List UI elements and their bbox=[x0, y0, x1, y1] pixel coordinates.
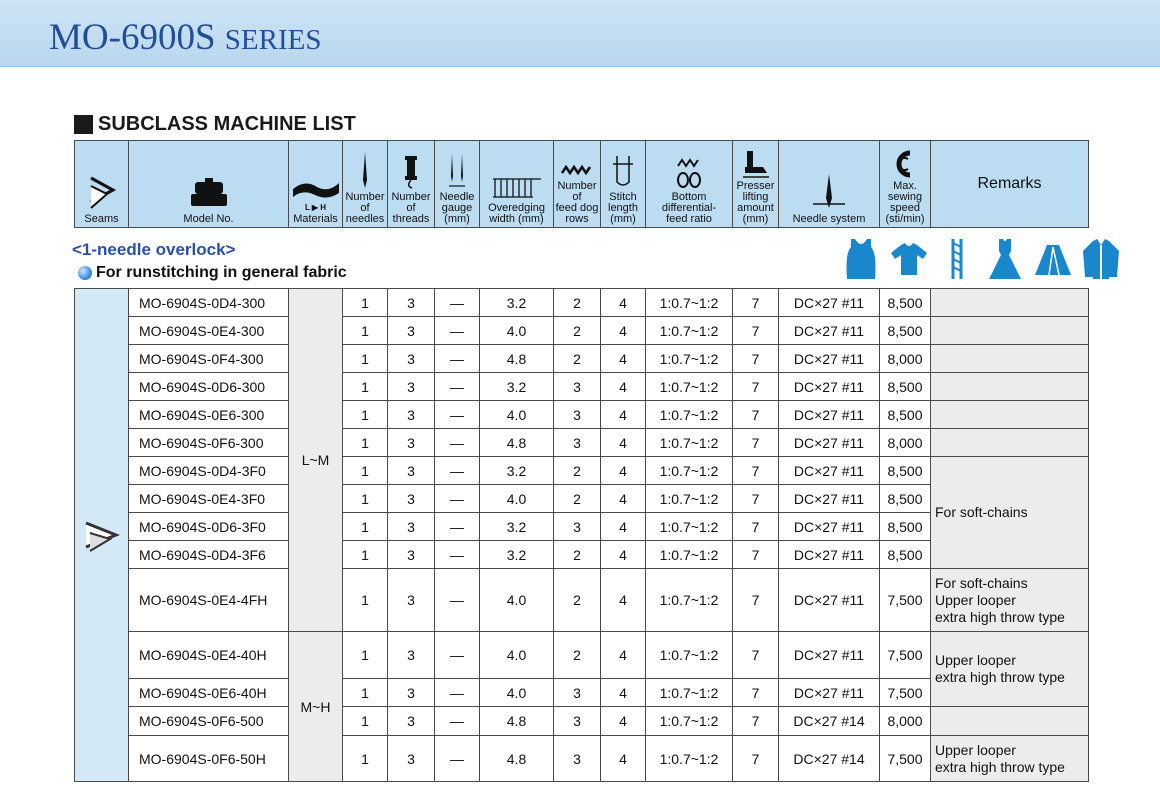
overedging-icon bbox=[489, 173, 545, 201]
max-speed: 8,500 bbox=[880, 457, 931, 485]
header-needles: Number of needles bbox=[343, 141, 388, 228]
needles: 1 bbox=[343, 345, 388, 373]
differential-ratio: 1:0.7~1:2 bbox=[646, 373, 733, 401]
blue-dot-icon bbox=[78, 266, 92, 280]
threads: 3 bbox=[388, 707, 435, 736]
fabric-weight-icon bbox=[291, 177, 341, 201]
series-title: MO-6900S SERIES bbox=[49, 17, 322, 58]
max-speed: 8,000 bbox=[880, 707, 931, 736]
max-speed: 8,500 bbox=[880, 289, 931, 317]
threads: 3 bbox=[388, 632, 435, 679]
differential-ratio: 1:0.7~1:2 bbox=[646, 569, 733, 632]
max-speed: 7,500 bbox=[880, 736, 931, 782]
remarks-empty bbox=[931, 429, 1089, 457]
section-heading bbox=[74, 112, 356, 136]
jacket-icon bbox=[1080, 237, 1122, 281]
table-row bbox=[75, 707, 1089, 736]
sewing-machine-icon bbox=[187, 178, 231, 212]
feed-dog-rows: 2 bbox=[554, 569, 601, 632]
header-needle-gauge: Needle gauge (mm) bbox=[435, 141, 480, 228]
overedging-width: 3.2 bbox=[480, 513, 554, 541]
skirt-icon bbox=[1032, 237, 1074, 281]
tank-top-icon bbox=[840, 237, 882, 281]
section-bullet-icon bbox=[74, 115, 93, 134]
max-speed: 8,500 bbox=[880, 373, 931, 401]
needle-gauge: — bbox=[435, 632, 480, 679]
max-speed: 8,500 bbox=[880, 485, 931, 513]
dress-icon bbox=[984, 237, 1026, 281]
stitch-length: 4 bbox=[601, 401, 646, 429]
threads: 3 bbox=[388, 457, 435, 485]
overedging-width: 4.0 bbox=[480, 632, 554, 679]
differential-ratio: 1:0.7~1:2 bbox=[646, 632, 733, 679]
presser-lift: 7 bbox=[733, 541, 779, 569]
threads: 3 bbox=[388, 345, 435, 373]
threads: 3 bbox=[388, 373, 435, 401]
remarks-empty bbox=[931, 373, 1089, 401]
header-seams: Seams bbox=[75, 141, 129, 228]
machine-list-table bbox=[74, 288, 1089, 782]
header-presser-lift: Presser lifting amount (mm) bbox=[733, 141, 779, 228]
model-no: MO-6904S-0E4-4FH bbox=[129, 569, 289, 632]
needles: 1 bbox=[343, 541, 388, 569]
model-no: MO-6904S-0E6-40H bbox=[129, 679, 289, 707]
presser-lift: 7 bbox=[733, 679, 779, 707]
max-speed: 7,500 bbox=[880, 569, 931, 632]
stitch-length: 4 bbox=[601, 457, 646, 485]
remarks-empty bbox=[931, 289, 1089, 317]
differential-ratio: 1:0.7~1:2 bbox=[646, 289, 733, 317]
needle-system: DC×27 #11 bbox=[779, 317, 880, 345]
stitch-length: 4 bbox=[601, 317, 646, 345]
needles: 1 bbox=[343, 401, 388, 429]
header-overedging-width: Overedging width (mm) bbox=[480, 141, 554, 228]
differential-ratio: 1:0.7~1:2 bbox=[646, 707, 733, 736]
table-row bbox=[75, 401, 1089, 429]
model-no: MO-6904S-0D6-300 bbox=[129, 373, 289, 401]
overedging-width: 3.2 bbox=[480, 457, 554, 485]
presser-lift: 7 bbox=[733, 373, 779, 401]
presser-lift: 7 bbox=[733, 289, 779, 317]
table-row bbox=[75, 317, 1089, 345]
needles: 1 bbox=[343, 736, 388, 782]
model-no: MO-6904S-0D4-300 bbox=[129, 289, 289, 317]
feed-dog-rows: 3 bbox=[554, 707, 601, 736]
presser-lift: 7 bbox=[733, 429, 779, 457]
presser-lift: 7 bbox=[733, 707, 779, 736]
threads: 3 bbox=[388, 429, 435, 457]
needle-gauge: — bbox=[435, 485, 480, 513]
presser-lift: 7 bbox=[733, 513, 779, 541]
overedging-width: 4.0 bbox=[480, 485, 554, 513]
stitch-length: 4 bbox=[601, 707, 646, 736]
needle-gauge: — bbox=[435, 707, 480, 736]
feed-dog-rows: 2 bbox=[554, 541, 601, 569]
model-no: MO-6904S-0F6-300 bbox=[129, 429, 289, 457]
thread-spool-icon bbox=[402, 154, 420, 190]
needle-system-icon bbox=[809, 172, 849, 212]
model-no: MO-6904S-0D4-3F6 bbox=[129, 541, 289, 569]
feed-dog-rows: 3 bbox=[554, 513, 601, 541]
needle-gauge: — bbox=[435, 345, 480, 373]
seams-cell bbox=[75, 289, 129, 782]
header-needle-system: Needle system bbox=[779, 141, 880, 228]
header-max-speed: Max. sewing speed (sti/min) bbox=[880, 141, 931, 228]
max-speed: 8,500 bbox=[880, 401, 931, 429]
feed-dog-rows: 3 bbox=[554, 373, 601, 401]
needle-gauge: — bbox=[435, 373, 480, 401]
needle-system: DC×27 #14 bbox=[779, 707, 880, 736]
model-no: MO-6904S-0E6-300 bbox=[129, 401, 289, 429]
overedging-width: 3.2 bbox=[480, 373, 554, 401]
differential-ratio: 1:0.7~1:2 bbox=[646, 679, 733, 707]
overedging-width: 4.0 bbox=[480, 317, 554, 345]
model-no: MO-6904S-0D4-3F0 bbox=[129, 457, 289, 485]
needle-gauge: — bbox=[435, 736, 480, 782]
zipper-icon bbox=[936, 237, 978, 281]
table-row bbox=[75, 345, 1089, 373]
differential-ratio: 1:0.7~1:2 bbox=[646, 345, 733, 373]
presser-lift: 7 bbox=[733, 401, 779, 429]
speed-icon bbox=[890, 149, 920, 179]
presser-lift: 7 bbox=[733, 632, 779, 679]
overedging-width: 4.8 bbox=[480, 736, 554, 782]
remarks-empty bbox=[931, 401, 1089, 429]
group-title: <1-needle overlock> bbox=[72, 240, 236, 259]
materials-cell: M~H bbox=[289, 632, 343, 782]
max-speed: 8,500 bbox=[880, 317, 931, 345]
differential-ratio: 1:0.7~1:2 bbox=[646, 457, 733, 485]
needles: 1 bbox=[343, 707, 388, 736]
overedging-width: 4.0 bbox=[480, 679, 554, 707]
differential-ratio: 1:0.7~1:2 bbox=[646, 401, 733, 429]
remarks-fh: For soft-chains Upper looper extra high throw type bbox=[931, 569, 1089, 632]
table-row bbox=[75, 429, 1089, 457]
needle-system: DC×27 #11 bbox=[779, 345, 880, 373]
header-differential-ratio: Bottom differential- feed ratio bbox=[646, 141, 733, 228]
threads: 3 bbox=[388, 289, 435, 317]
seam-icon bbox=[83, 172, 121, 212]
table-row bbox=[75, 632, 1089, 679]
feed-dog-rows: 2 bbox=[554, 345, 601, 373]
differential-ratio: 1:0.7~1:2 bbox=[646, 736, 733, 782]
table-row bbox=[75, 736, 1089, 782]
presser-foot-icon bbox=[741, 149, 771, 179]
feed-dog-rows: 2 bbox=[554, 632, 601, 679]
needle-gauge: — bbox=[435, 457, 480, 485]
remarks-empty bbox=[931, 317, 1089, 345]
materials-cell: L~M bbox=[289, 289, 343, 632]
needle-gauge: — bbox=[435, 317, 480, 345]
model-no: MO-6904S-0D6-3F0 bbox=[129, 513, 289, 541]
presser-lift: 7 bbox=[733, 457, 779, 485]
model-no: MO-6904S-0F4-300 bbox=[129, 345, 289, 373]
threads: 3 bbox=[388, 569, 435, 632]
remarks-empty bbox=[931, 707, 1089, 736]
seam-icon bbox=[80, 513, 124, 557]
threads: 3 bbox=[388, 679, 435, 707]
group-subtitle: For runstitching in general fabric bbox=[78, 264, 347, 282]
differential-ratio: 1:0.7~1:2 bbox=[646, 429, 733, 457]
max-speed: 8,500 bbox=[880, 541, 931, 569]
stitch-length: 4 bbox=[601, 345, 646, 373]
header-feed-dog-rows: Number of feed dog rows bbox=[554, 141, 601, 228]
overedging-width: 4.8 bbox=[480, 345, 554, 373]
needle-gauge: — bbox=[435, 401, 480, 429]
needle-system: DC×27 #11 bbox=[779, 429, 880, 457]
differential-ratio: 1:0.7~1:2 bbox=[646, 513, 733, 541]
needle-system: DC×27 #11 bbox=[779, 373, 880, 401]
stitch-length: 4 bbox=[601, 373, 646, 401]
stitch-length-icon bbox=[611, 152, 635, 190]
max-speed: 8,000 bbox=[880, 345, 931, 373]
feed-dog-rows: 3 bbox=[554, 736, 601, 782]
overedging-width: 3.2 bbox=[480, 541, 554, 569]
max-speed: 8,000 bbox=[880, 429, 931, 457]
needle-icon bbox=[360, 150, 370, 190]
stitch-length: 4 bbox=[601, 289, 646, 317]
needle-gauge: — bbox=[435, 679, 480, 707]
header-stitch-length: Stitch length (mm) bbox=[601, 141, 646, 228]
needle-system: DC×27 #11 bbox=[779, 632, 880, 679]
stitch-length: 4 bbox=[601, 541, 646, 569]
needles: 1 bbox=[343, 457, 388, 485]
model-no: MO-6904S-0E4-3F0 bbox=[129, 485, 289, 513]
threads: 3 bbox=[388, 541, 435, 569]
differential-feed-icon bbox=[672, 156, 706, 190]
stitch-length: 4 bbox=[601, 429, 646, 457]
threads: 3 bbox=[388, 513, 435, 541]
needles: 1 bbox=[343, 632, 388, 679]
needle-system: DC×27 #11 bbox=[779, 541, 880, 569]
needle-gauge: — bbox=[435, 429, 480, 457]
stitch-length: 4 bbox=[601, 485, 646, 513]
table-row bbox=[75, 373, 1089, 401]
spec-table-header bbox=[74, 140, 1089, 228]
model-no: MO-6904S-0E4-40H bbox=[129, 632, 289, 679]
overedging-width: 4.8 bbox=[480, 707, 554, 736]
presser-lift: 7 bbox=[733, 569, 779, 632]
needle-system: DC×27 #11 bbox=[779, 569, 880, 632]
overedging-width: 4.8 bbox=[480, 429, 554, 457]
section-title: SUBCLASS MACHINE LIST bbox=[98, 112, 356, 135]
needle-system: DC×27 #14 bbox=[779, 736, 880, 782]
remarks-40h: Upper looper extra high throw type bbox=[931, 632, 1089, 707]
needle-system: DC×27 #11 bbox=[779, 679, 880, 707]
differential-ratio: 1:0.7~1:2 bbox=[646, 317, 733, 345]
feed-dog-rows: 2 bbox=[554, 289, 601, 317]
feed-dog-rows: 2 bbox=[554, 485, 601, 513]
needle-system: DC×27 #11 bbox=[779, 485, 880, 513]
needles: 1 bbox=[343, 373, 388, 401]
needles: 1 bbox=[343, 289, 388, 317]
differential-ratio: 1:0.7~1:2 bbox=[646, 485, 733, 513]
needle-gauge-icon bbox=[445, 152, 469, 190]
table-row bbox=[75, 569, 1089, 632]
overedging-width: 4.0 bbox=[480, 401, 554, 429]
header-materials: L ▶ H Materials bbox=[289, 141, 343, 228]
max-speed: 8,500 bbox=[880, 513, 931, 541]
needle-system: DC×27 #11 bbox=[779, 289, 880, 317]
garment-icons bbox=[840, 236, 1122, 282]
feed-dog-rows: 2 bbox=[554, 317, 601, 345]
max-speed: 7,500 bbox=[880, 679, 931, 707]
header-threads: Number of threads bbox=[388, 141, 435, 228]
presser-lift: 7 bbox=[733, 317, 779, 345]
presser-lift: 7 bbox=[733, 345, 779, 373]
model-no: MO-6904S-0E4-300 bbox=[129, 317, 289, 345]
needles: 1 bbox=[343, 569, 388, 632]
needles: 1 bbox=[343, 485, 388, 513]
model-no: MO-6904S-0F6-50H bbox=[129, 736, 289, 782]
needle-gauge: — bbox=[435, 541, 480, 569]
model-no: MO-6904S-0F6-500 bbox=[129, 707, 289, 736]
presser-lift: 7 bbox=[733, 736, 779, 782]
needles: 1 bbox=[343, 513, 388, 541]
threads: 3 bbox=[388, 317, 435, 345]
needles: 1 bbox=[343, 679, 388, 707]
header-remarks: Remarks bbox=[931, 141, 1089, 228]
threads: 3 bbox=[388, 736, 435, 782]
needle-gauge: — bbox=[435, 513, 480, 541]
threads: 3 bbox=[388, 485, 435, 513]
needles: 1 bbox=[343, 317, 388, 345]
table-row bbox=[75, 289, 1089, 317]
threads: 3 bbox=[388, 401, 435, 429]
feed-dog-rows: 3 bbox=[554, 429, 601, 457]
stitch-length: 4 bbox=[601, 569, 646, 632]
max-speed: 7,500 bbox=[880, 632, 931, 679]
needle-system: DC×27 #11 bbox=[779, 513, 880, 541]
needle-system: DC×27 #11 bbox=[779, 401, 880, 429]
feed-dog-icon bbox=[560, 163, 594, 179]
stitch-length: 4 bbox=[601, 679, 646, 707]
table-row bbox=[75, 457, 1089, 485]
remarks-50h: Upper looper extra high throw type bbox=[931, 736, 1089, 782]
feed-dog-rows: 2 bbox=[554, 457, 601, 485]
overedging-width: 3.2 bbox=[480, 289, 554, 317]
differential-ratio: 1:0.7~1:2 bbox=[646, 541, 733, 569]
needle-gauge: — bbox=[435, 569, 480, 632]
needle-gauge: — bbox=[435, 289, 480, 317]
needle-system: DC×27 #11 bbox=[779, 457, 880, 485]
feed-dog-rows: 3 bbox=[554, 401, 601, 429]
presser-lift: 7 bbox=[733, 485, 779, 513]
stitch-length: 4 bbox=[601, 736, 646, 782]
feed-dog-rows: 3 bbox=[554, 679, 601, 707]
header-model-no: Model No. bbox=[129, 141, 289, 228]
remarks-soft-chains: For soft-chains bbox=[931, 457, 1089, 569]
stitch-length: 4 bbox=[601, 632, 646, 679]
shirt-icon bbox=[888, 237, 930, 281]
overedging-width: 4.0 bbox=[480, 569, 554, 632]
remarks-empty bbox=[931, 345, 1089, 373]
page-banner bbox=[0, 0, 1160, 67]
stitch-length: 4 bbox=[601, 513, 646, 541]
needles: 1 bbox=[343, 429, 388, 457]
